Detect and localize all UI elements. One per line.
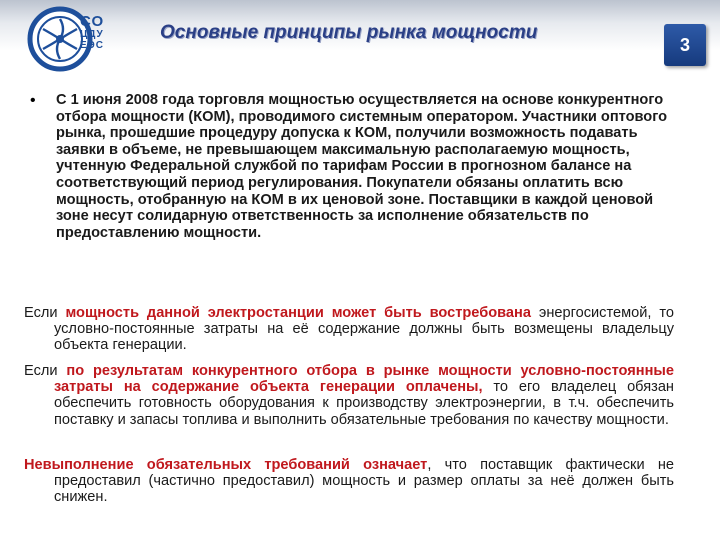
paragraph-highlight: по результатам конкурентного отбора в рынке мощности условно-постоянные затраты на содержание объекта генерации оплачены, [54,363,674,396]
bullet-item [22,92,682,241]
page-number: 3 [679,34,690,55]
paragraph-lead: Если [24,363,67,379]
page-title: Основные принципы рынка мощности [160,22,538,43]
paragraph-rest: , что поставщик фактически не предоставил (частично предоставил) мощность и размер оплаты за неё должен быть снижен. [54,457,674,506]
page-number-badge [664,24,706,66]
bullet-icon: • [30,92,36,109]
logo-text-line-3: ЕЭС [80,40,105,51]
paragraph-rest: то его владелец обязан обеспечить готовность оборудования к производству электроэнергии, в т.ч. обеспечить поставку и запасы топлива и выполнить обязательные требования по качеству мощности. [54,379,674,428]
paragraph-highlight: мощность данной электростанции может быть востребована [65,305,531,321]
bullet-text: С 1 июня 2008 года торговля мощностью осуществляется на основе конкурентного отбора мощности (КОМ), проводимого системным оператором. Участники оптового рынка, прошедшие процедуру допуска к КОМ, получили возможность подавать заявки в объеме, не превышающем максимальную располагаемую мощность, учтенную Федеральной службой по тарифам России в прогнозном балансе на соответствующий период регулирования. Покупатели обязаны оплатить всю мощность, отобранную на КОМ в их ценовой зоне. Поставщики в каждой ценовой зоне несут солидарную ответственность за исполнение обязательств по предоставлению мощности. [56,92,667,241]
paragraph-highlight: Невыполнение обязательных требований означает [24,457,428,473]
paragraph-rest: энергосистемой, то условно-постоянные затраты на её содержание должны быть возмещены владельцу объекта генерации. [54,305,674,354]
paragraph-1 [24,305,674,354]
slide-header [0,0,720,82]
paragraph-2 [24,363,674,428]
paragraph-3 [24,457,674,506]
logo-text-line-2: ЦДУ [80,29,104,40]
paragraph-lead: Если [24,305,66,321]
logo-text-line-1: СО [80,13,105,30]
logo-text [80,14,104,51]
